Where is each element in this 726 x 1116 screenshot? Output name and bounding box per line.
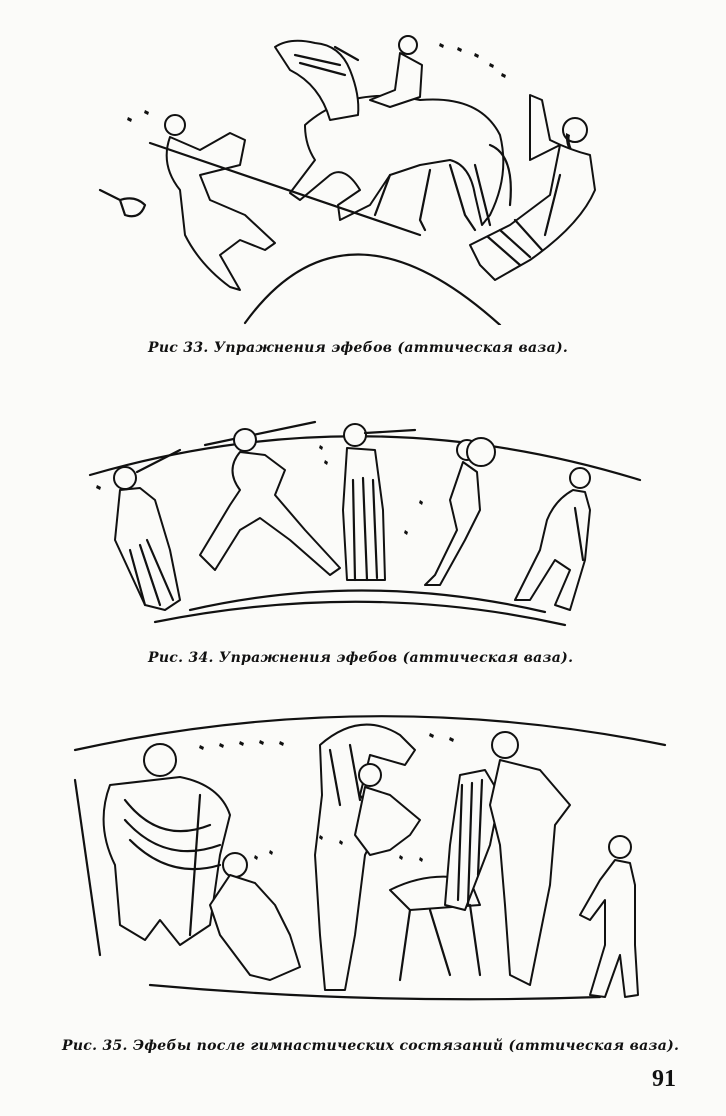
figure-33-caption: Рис 33. Упражнения эфебов (аттическая ваза). xyxy=(148,340,569,356)
figure-35-caption: Рис. 35. Эфебы после гимнастических состязаний (аттическая ваза). xyxy=(62,1038,680,1054)
figure-35-illustration xyxy=(70,705,670,1025)
figure-34-illustration xyxy=(85,400,645,635)
page-number: 91 xyxy=(652,1066,676,1092)
figure-33-illustration xyxy=(90,25,630,325)
figure-34-caption: Рис. 34. Упражнения эфебов (аттическая ваза). xyxy=(148,650,574,666)
